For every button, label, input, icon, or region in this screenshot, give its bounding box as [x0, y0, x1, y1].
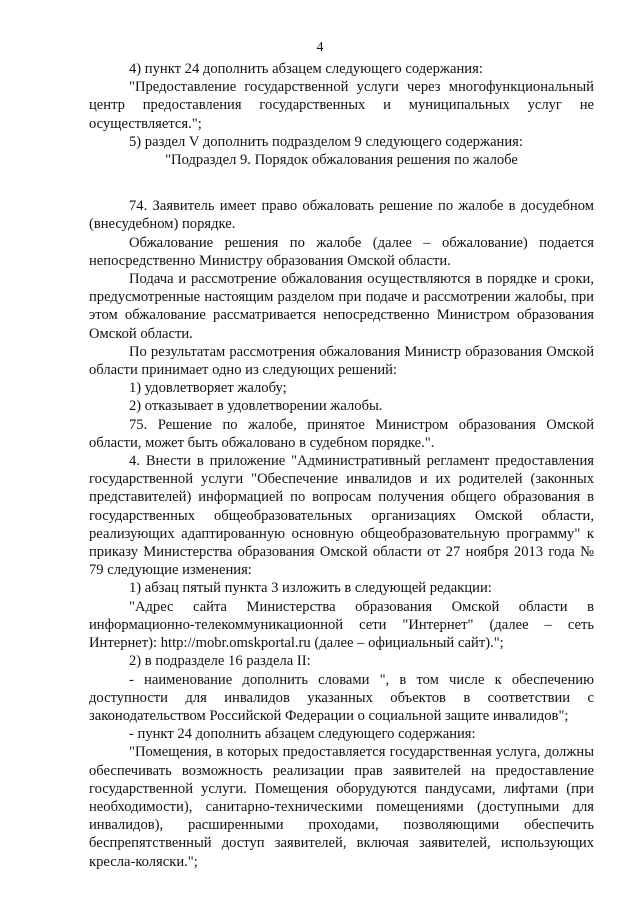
subsection-heading: "Подраздел 9. Порядок обжалования решения по жалобе: [165, 152, 518, 169]
paragraph-appeal-results: По результатам рассмотрения обжалования Министр образования Омской области принимает одно из следующих решений:: [89, 343, 594, 379]
paragraph-75: 75. Решение по жалобе, принятое Министром образования Омской области, может быть обжаловано в судебном порядке.".: [89, 416, 594, 451]
paragraph-item-5: 5) раздел V дополнить подразделом 9 следующего содержания:: [129, 133, 523, 150]
paragraph-item-1: 1) абзац пятый пункта 3 изложить в следующей редакции:: [129, 580, 492, 597]
list-item-refuse: 2) отказывает в удовлетворении жалобы.: [129, 398, 383, 415]
paragraph-item-2: 2) в подразделе 16 раздела II:: [129, 653, 311, 670]
paragraph-74: 74. Заявитель имеет право обжаловать решение по жалобе в досудебном (внесудебном) порядке.: [89, 198, 594, 233]
page-number: 4: [316, 40, 324, 55]
paragraph-premises: "Помещения, в которых предоставляется государственная услуга, должны обеспечивать возможность реализации прав заявителей на предоставление государственной услуги. Помещения оборудуются пандусами, лифтами (при необходимости), санитарно-техническими помещениями (доступными для инвалидов), расширенными проходами, позволяющими обеспечить беспрепятственный доступ заявителей, включая заявителей, использующих кресла-коляски.";: [89, 744, 594, 870]
paragraph-name-addition: - наименование дополнить словами ", в том числе к обеспечению доступности для инвалидов указанных объектов в соответствии с законодательством Российской Федерации о социальной защите инвалидов";: [89, 671, 594, 724]
paragraph-section-4: 4. Внести в приложение "Административный регламент предоставления государственной услуги "Обеспечение инвалидов и их родителей (законных представителей) информацией по вопросам получения общего образования в государственных общеобразовательных организациях Омской области, реализующих адаптированную основную общеобразовательную программу" к приказу Министерства образования Омской области от 27 ноября 2013 года № 79 следующие изменения:: [89, 453, 594, 579]
paragraph-website-address: "Адрес сайта Министерства образования Омской области в информационно-телекоммуникационной сети "Интернет" (далее – сеть Интернет): http://mobr.omskportal.ru (далее – официальный сайт).";: [89, 598, 594, 652]
paragraph-appeal-submission: Обжалование решения по жалобе (далее – обжалование) подается непосредственно Министру образования Омской области.: [89, 234, 594, 269]
paragraph-quote-mfc: "Предоставление государственной услуги через многофункциональный центр предоставления государственных и муниципальных услуг не осуществляется.";: [89, 79, 594, 132]
paragraph-appeal-review: Подача и рассмотрение обжалования осуществляются в порядке и сроки, предусмотренные настоящим разделом при подаче и рассмотрении жалобы, при этом обжалование рассматривается непосредственно Министром образования Омской области.: [89, 271, 594, 342]
document-body: [89, 60, 594, 871]
list-item-satisfy: 1) удовлетворяет жалобу;: [129, 380, 287, 397]
paragraph-item-24: - пункт 24 дополнить абзацем следующего содержания:: [129, 726, 476, 743]
paragraph-item-4: 4) пункт 24 дополнить абзацем следующего содержания:: [129, 61, 483, 77]
